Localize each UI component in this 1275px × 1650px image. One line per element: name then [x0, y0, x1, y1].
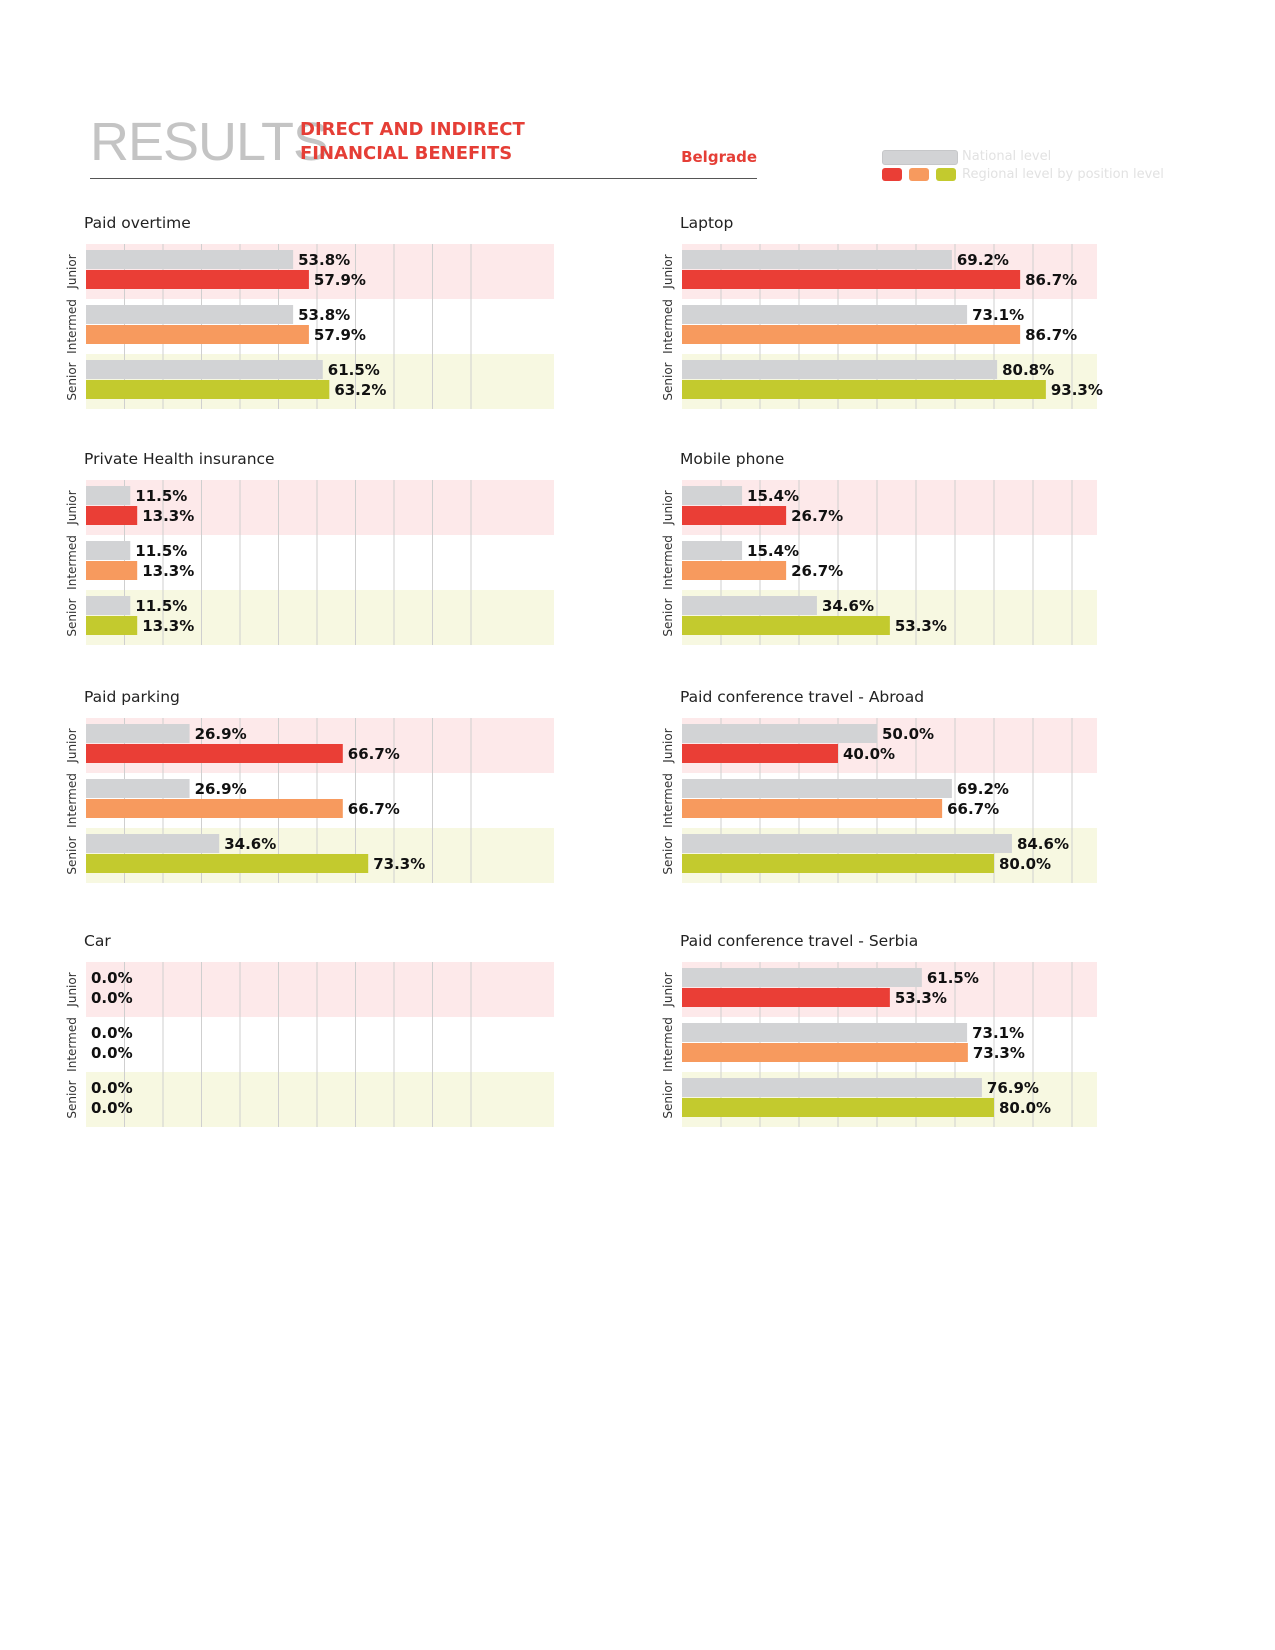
bar-national-intermed	[682, 305, 967, 324]
category-label-junior: Junior	[65, 254, 79, 289]
row-band-junior	[86, 962, 554, 1017]
bar-national-intermed	[682, 779, 952, 798]
value-label-regional: 93.3%	[1050, 381, 1103, 399]
bar-national-junior	[682, 968, 922, 987]
chart-paid-parking	[65, 688, 554, 883]
value-label-regional: 86.7%	[1025, 326, 1078, 344]
value-label-regional: 63.2%	[334, 381, 387, 399]
category-label-junior: Junior	[65, 972, 79, 1007]
value-label-national: 26.9%	[194, 780, 247, 798]
value-label-national: 53.8%	[298, 251, 351, 269]
bar-regional-senior	[86, 380, 329, 399]
category-label-junior: Junior	[65, 490, 79, 525]
bar-regional-intermed	[682, 1043, 968, 1062]
value-label-national: 34.6%	[821, 597, 874, 615]
value-label-national: 0.0%	[91, 969, 133, 987]
bar-regional-junior	[86, 506, 137, 525]
chart-car	[65, 932, 554, 1127]
bar-regional-intermed	[86, 325, 309, 344]
category-label-intermed: Intermed	[65, 773, 79, 828]
category-label-senior: Senior	[661, 1080, 675, 1119]
chart-title: Laptop	[680, 214, 734, 232]
bar-national-junior	[86, 486, 130, 505]
category-label-intermed: Intermed	[661, 773, 675, 828]
chart-paid-conference-travel-abroad	[661, 688, 1097, 883]
chart-private-health-insurance	[65, 450, 554, 645]
bar-regional-senior	[682, 380, 1046, 399]
bar-regional-junior	[682, 270, 1020, 289]
category-label-junior: Junior	[661, 728, 675, 763]
value-label-national: 15.4%	[747, 542, 800, 560]
bar-national-junior	[682, 486, 742, 505]
value-label-national: 0.0%	[91, 1079, 133, 1097]
category-label-senior: Senior	[661, 362, 675, 401]
chart-title: Paid conference travel - Abroad	[680, 688, 925, 706]
category-label-intermed: Intermed	[65, 535, 79, 590]
value-label-national: 73.1%	[972, 1024, 1025, 1042]
bar-regional-intermed	[86, 561, 137, 580]
bar-national-junior	[86, 250, 293, 269]
bar-regional-junior	[682, 988, 890, 1007]
value-label-national: 11.5%	[135, 542, 188, 560]
category-label-junior: Junior	[661, 490, 675, 525]
bar-regional-intermed	[682, 561, 786, 580]
value-label-regional: 53.3%	[894, 617, 947, 635]
bar-national-senior	[86, 596, 130, 615]
bar-national-intermed	[682, 541, 742, 560]
value-label-national: 73.1%	[972, 306, 1025, 324]
chart-laptop	[661, 214, 1103, 409]
bar-regional-junior	[86, 270, 309, 289]
value-label-regional: 73.3%	[373, 855, 426, 873]
bar-regional-senior	[682, 1098, 994, 1117]
value-label-regional: 57.9%	[313, 271, 366, 289]
value-label-regional: 66.7%	[347, 800, 400, 818]
category-label-intermed: Intermed	[661, 535, 675, 590]
category-label-junior: Junior	[661, 254, 675, 289]
bar-national-intermed	[86, 779, 190, 798]
chart-title: Paid overtime	[84, 214, 191, 232]
value-label-national: 53.8%	[298, 306, 351, 324]
value-label-regional: 57.9%	[313, 326, 366, 344]
value-label-regional: 26.7%	[791, 562, 844, 580]
value-label-regional: 40.0%	[843, 745, 896, 763]
bar-national-senior	[682, 596, 817, 615]
category-label-senior: Senior	[65, 598, 79, 637]
value-label-national: 80.8%	[1002, 361, 1055, 379]
bar-national-intermed	[86, 305, 293, 324]
value-label-regional: 13.3%	[142, 617, 195, 635]
bar-regional-intermed	[682, 799, 942, 818]
legend-label-national: National level	[962, 149, 1052, 164]
value-label-regional: 0.0%	[91, 989, 133, 1007]
bar-regional-intermed	[86, 799, 343, 818]
bar-national-junior	[86, 724, 190, 743]
value-label-regional: 26.7%	[791, 507, 844, 525]
category-label-senior: Senior	[65, 1080, 79, 1119]
results-heading: RESULTS	[90, 112, 329, 172]
chart-title: Paid parking	[84, 688, 180, 706]
bar-regional-junior	[682, 744, 838, 763]
category-label-intermed: Intermed	[65, 1017, 79, 1072]
value-label-national: 61.5%	[327, 361, 380, 379]
category-label-junior: Junior	[65, 728, 79, 763]
value-label-national: 11.5%	[135, 597, 188, 615]
value-label-national: 26.9%	[194, 725, 247, 743]
chart-title: Car	[84, 932, 111, 950]
bar-regional-senior	[86, 616, 137, 635]
value-label-regional: 0.0%	[91, 1044, 133, 1062]
value-label-national: 69.2%	[956, 251, 1009, 269]
value-label-national: 69.2%	[956, 780, 1009, 798]
section-title-line1: DIRECT AND INDIRECT	[300, 119, 525, 140]
chart-title: Paid conference travel - Serbia	[680, 932, 919, 950]
row-band-senior	[86, 1072, 554, 1127]
value-label-regional: 73.3%	[972, 1044, 1025, 1062]
value-label-regional: 13.3%	[142, 562, 195, 580]
category-label-intermed: Intermed	[65, 299, 79, 354]
legend-label-regional: Regional level by position level	[962, 167, 1164, 182]
bar-national-junior	[682, 250, 952, 269]
value-label-national: 11.5%	[135, 487, 188, 505]
value-label-regional: 80.0%	[999, 1099, 1052, 1117]
bar-regional-intermed	[682, 325, 1020, 344]
bar-national-intermed	[682, 1023, 967, 1042]
bar-national-senior	[682, 1078, 982, 1097]
chart-paid-conference-travel-serbia	[661, 932, 1097, 1127]
bar-national-senior	[682, 360, 997, 379]
value-label-national: 84.6%	[1016, 835, 1069, 853]
value-label-regional: 66.7%	[347, 745, 400, 763]
bar-regional-senior	[86, 854, 368, 873]
value-label-national: 15.4%	[747, 487, 800, 505]
section-title-line2: FINANCIAL BENEFITS	[300, 143, 513, 164]
bar-regional-junior	[86, 744, 343, 763]
value-label-regional: 66.7%	[947, 800, 1000, 818]
bar-national-senior	[86, 834, 219, 853]
value-label-regional: 13.3%	[142, 507, 195, 525]
bar-national-junior	[682, 724, 877, 743]
category-label-senior: Senior	[661, 598, 675, 637]
category-label-intermed: Intermed	[661, 299, 675, 354]
chart-mobile-phone	[661, 450, 1097, 645]
value-label-national: 50.0%	[882, 725, 935, 743]
chart-paid-overtime	[65, 214, 554, 409]
value-label-national: 76.9%	[986, 1079, 1039, 1097]
bar-national-senior	[682, 834, 1012, 853]
value-label-regional: 0.0%	[91, 1099, 133, 1117]
value-label-national: 34.6%	[224, 835, 277, 853]
value-label-regional: 86.7%	[1025, 271, 1078, 289]
bar-regional-senior	[682, 616, 890, 635]
category-label-senior: Senior	[661, 836, 675, 875]
value-label-national: 0.0%	[91, 1024, 133, 1042]
chart-title: Private Health insurance	[84, 450, 275, 468]
value-label-regional: 53.3%	[894, 989, 947, 1007]
value-label-national: 61.5%	[926, 969, 979, 987]
bar-regional-junior	[682, 506, 786, 525]
bar-national-senior	[86, 360, 323, 379]
bar-regional-senior	[682, 854, 994, 873]
category-label-intermed: Intermed	[661, 1017, 675, 1072]
category-label-senior: Senior	[65, 362, 79, 401]
category-label-senior: Senior	[65, 836, 79, 875]
chart-title: Mobile phone	[680, 450, 785, 468]
bar-national-intermed	[86, 541, 130, 560]
value-label-regional: 80.0%	[999, 855, 1052, 873]
category-label-junior: Junior	[661, 972, 675, 1007]
city-label: Belgrade	[681, 148, 757, 166]
